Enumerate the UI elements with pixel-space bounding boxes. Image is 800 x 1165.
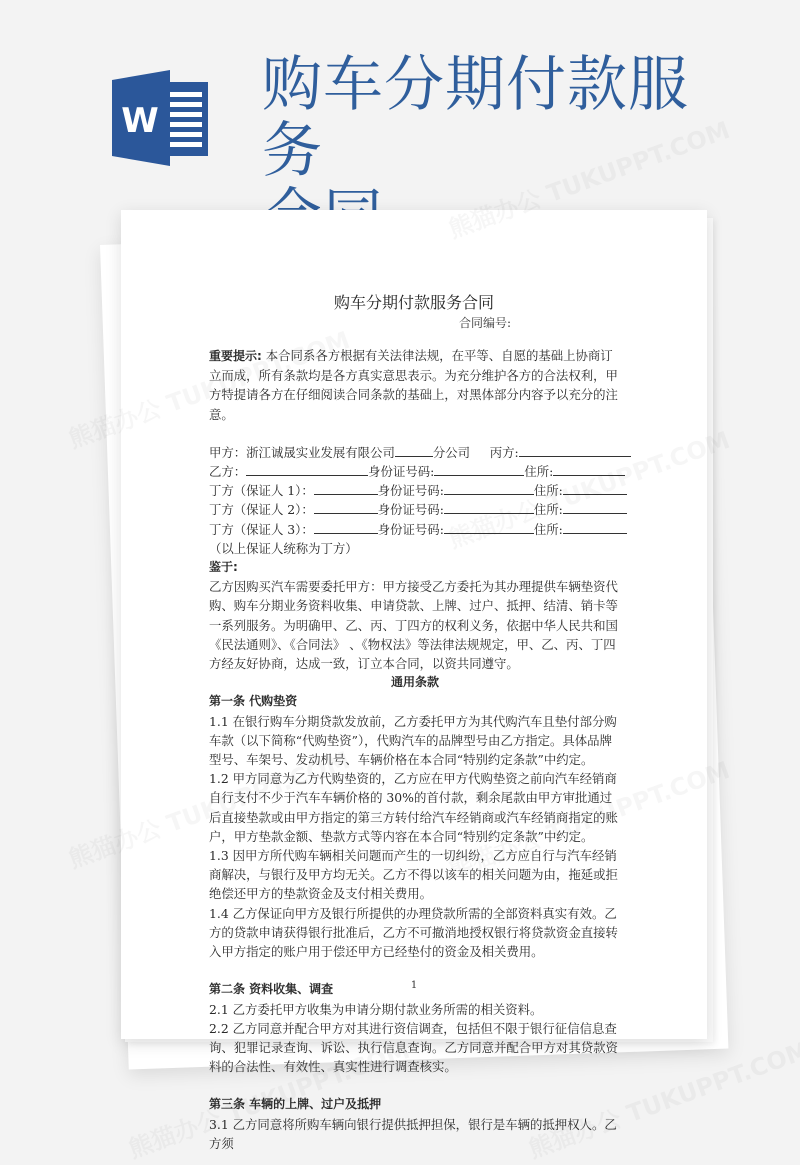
document-title: 购车分期付款服务合同 — [333, 293, 494, 312]
document-page — [121, 210, 707, 1151]
notice-paragraph — [209, 346, 621, 424]
clause-2-1: 2.1 乙方委托甲方收集为申请分期付款业务所需的相关资料。 — [209, 1001, 543, 1017]
guarantor-1-row: 丁方（保证人 1）： 身份证号码: 住所: — [209, 481, 621, 500]
word-icon — [112, 70, 212, 166]
svg-text:W: W — [121, 101, 159, 141]
whereas-text: 乙方因购买汽车需要委托甲方：甲方接受乙方委托为其办理提供车辆垫资代购、购车分期业务资料收集、申请贷款、上牌、过户、抵押、结清、销卡等一系列服务。为明确甲、乙、丙、丁四方的权利义务，依据中华人民共和国《民法通则》、《合同法》 、《物权法》等法律法规规定，甲、乙、丙、丁四方经友好协商，达成一致，订立本合同，以资共同遵守。 — [209, 579, 618, 672]
clause-1-4: 1.4 乙方保证向甲方及银行所提供的办理贷款所需的全部资料真实有效。乙方的贷款申请获得银行批准后，乙方不可撤消地授权银行将贷款资金直接转入甲方指定的账户用于偿还甲方已经垫付的资金及相关费用。 — [209, 905, 618, 960]
contract-number-label: 合同编号: — [459, 316, 512, 330]
branch-blank[interactable] — [395, 443, 433, 457]
document-body — [209, 346, 621, 1153]
general-terms-heading: 通用条款 — [390, 675, 439, 690]
guarantor-2-id-blank[interactable] — [444, 500, 534, 514]
guarantor-2-row: 丁方（保证人 2）： 身份证号码: 住所: — [209, 500, 621, 519]
party-b-name-blank[interactable] — [246, 462, 368, 476]
whereas-label: 鉴于: — [209, 560, 238, 575]
guarantor-3-name-blank[interactable] — [314, 520, 378, 534]
clause-1-2: 1.2 甲方同意为乙方代购垫资的，乙方应在甲方代购垫资之前向汽车经销商自行支付不少于汽车车辆价格的 30%的首付款，剩余尾款由甲方审批通过后直接垫款或由甲方指定的第三方转付给汽车经销商或汽车经销商指定的账户，甲方垫款金额、垫款方式等内容在本合同“特别约定条款”中约定。 — [209, 771, 618, 844]
guarantor-2-name-blank[interactable] — [314, 500, 378, 514]
party-b-address-blank[interactable] — [553, 462, 625, 476]
guarantor-1-address-blank[interactable] — [563, 481, 627, 495]
party-b-row: 乙方： 身份证号码: 住所: — [209, 462, 621, 481]
guarantor-2-address-blank[interactable] — [563, 500, 627, 514]
guarantor-3-address-blank[interactable] — [563, 520, 627, 534]
article-2-heading: 第二条 资料收集、调查 — [209, 982, 334, 997]
clause-2-2: 2.2 乙方同意并配合甲方对其进行资信调查，包括但不限于银行征信信息查询、犯罪记录查询、诉讼、执行信息查询。乙方同意并配合甲方对其贷款资料的合法性、有效性、真实性进行调查核实。 — [209, 1020, 618, 1075]
party-c-blank[interactable] — [519, 443, 631, 457]
guarantor-3-id-blank[interactable] — [444, 520, 534, 534]
notice-text: 本合同系各方根据有关法律法规，在平等、自愿的基础上协商订立而成，所有条款均是各方真实意思表示。为充分维护各方的合法权利，甲方特提请各方在仔细阅读合同条款的基础上，对黑体部分内容予以充分的注意。 — [209, 348, 618, 422]
party-b-id-blank[interactable] — [434, 462, 524, 476]
guarantor-1-id-blank[interactable] — [444, 481, 534, 495]
clause-1-3: 1.3 因甲方所代购车辆相关问题而产生的一切纠纷，乙方应自行与汽车经销商解决，与银行及甲方均无关。乙方不得以该车的相关问题为由，拖延或拒绝偿还甲方的垫款资金及支付相关费用。 — [209, 848, 618, 902]
article-3-heading: 第三条 车辆的上牌、过户及抵押 — [209, 1097, 382, 1112]
article-1-heading: 第一条 代购垫资 — [209, 694, 298, 709]
notice-label: 重要提示: — [209, 349, 262, 363]
page-number: 1 — [410, 980, 418, 991]
banner — [0, 0, 800, 200]
party-a-row: 甲方：浙江诚晟实业发展有限公司 分公司 丙方: — [209, 443, 621, 462]
banner-title-line1: 购车分期付款服务 — [262, 50, 689, 186]
clause-3-1: 3.1 乙方同意将所购车辆向银行提供抵押担保，银行是车辆的抵押权人。乙方须 — [209, 1116, 617, 1151]
guarantor-3-row: 丁方（保证人 3）： 身份证号码: 住所: — [209, 520, 621, 539]
guarantor-note: （以上保证人统称为丁方） — [209, 540, 358, 556]
guarantor-1-name-blank[interactable] — [314, 481, 378, 495]
clause-1-1: 1.1 在银行购车分期贷款发放前，乙方委托甲方为其代购汽车且垫付部分购车款（以下简称“代购垫资”），代购汽车的品牌型号由乙方指定。具体品牌型号、车架号、发动机号、车辆价格在本合同“特别约定条款”中约定。 — [209, 713, 617, 768]
